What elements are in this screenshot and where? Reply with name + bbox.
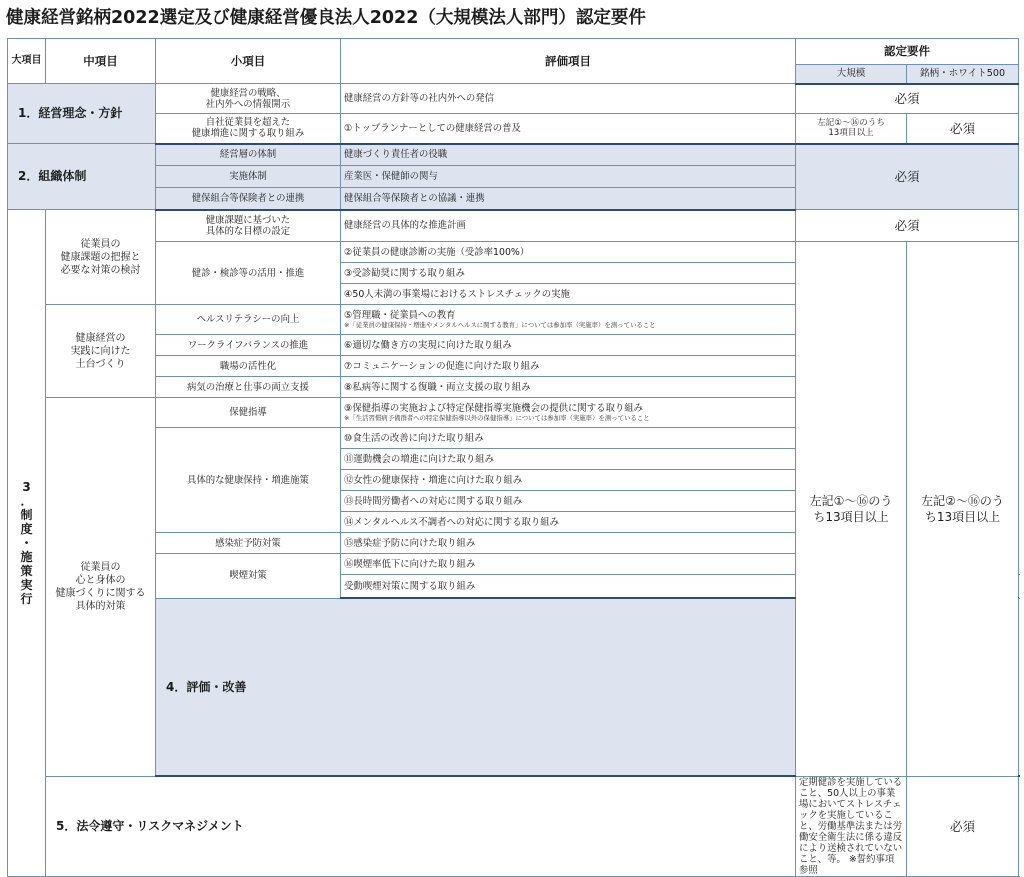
minor-item: 病気の治療と仕事の両立支援 [156,377,341,398]
evaluation-item [341,398,796,428]
requirement-cell: 必須 [796,144,1019,210]
label-char: 施 [20,549,33,564]
section-label: 4．評価・改善 [156,598,796,776]
evaluation-item [341,305,796,335]
table-row [8,84,1019,114]
evaluation-note: ※「従業員の健康保持・増進やメンタルヘルスに関する教育」については参加率（実施率）を測っていること [344,321,656,329]
requirement-cell: 左記①〜⑯のう ち13項目以上 [796,242,907,777]
evaluation-item: ⑪運動機会の増進に向けた取り組み [341,449,796,470]
minor-item: ヘルスリテラシーの向上 [156,305,341,335]
section-label: 5．法令遵守・リスクマネジメント [46,776,796,876]
label-char: 度 [20,521,33,536]
evaluation-item: ⑧私病等に関する復職・両立支援の取り組み [341,377,796,398]
minor-item: 健康経営の戦略、 社内外への情報開示 [156,84,341,114]
requirement-cell: 左記②〜⑯のう ち13項目以上 [907,242,1019,777]
requirement-cell: 必須 [907,776,1019,876]
evaluation-text: ⑤管理職・従業員への教育 [344,310,456,321]
requirement-cell: 必須 [907,114,1019,144]
evaluation-item: ⑬長時間労働者への対応に関する取り組み [341,491,796,512]
evaluation-item: 健康経営の具体的な推進計画 [341,210,796,242]
header-requirement: 認定要件 [796,39,1019,65]
minor-item: 保健指導 [156,398,341,428]
evaluation-item: ①トップランナーとしての健康経営の普及 [341,114,796,144]
minor-item: 経営層の体制 [156,144,341,166]
minor-item: 健保組合等保険者との連携 [156,188,341,210]
section-label-vertical [8,210,46,877]
minor-item: 実施体制 [156,166,341,188]
table-row [8,210,1019,242]
evaluation-item: 定期健診を実施していること、50人以上の事業場においてストレスチェックを実施していること、労働基準法または労働安全衛生法に係る違反により送検されていないこと、等。 ※誓約事項参照 [796,776,907,876]
evaluation-item: ④50人未満の事業場におけるストレスチェックの実施 [341,284,796,305]
header-middle: 中項目 [46,39,156,84]
minor-item: 感染症予防対策 [156,533,341,554]
header-row [8,39,1019,65]
header-evaluation: 評価項目 [341,39,796,84]
header-large: 大規模 [796,65,907,84]
table-row [8,776,1019,876]
evaluation-item: ⑩食生活の改善に向けた取り組み [341,428,796,449]
evaluation-item: 健保組合等保険者との協議・連携 [341,188,796,210]
table-row [8,144,1019,166]
label-char: 実 [20,577,33,592]
requirement-cell: 必須 [796,210,1019,242]
evaluation-item: ⑯喫煙率低下に向けた取り組み [341,554,796,575]
label-char: ・ [20,535,33,550]
middle-item: 健康経営の 実践に向けた 土台づくり [46,305,156,398]
page-title: 健康経営銘柄2022選定及び健康経営優良法人2022（大規模法人部門）認定要件 [6,8,646,28]
table-row [8,242,1019,263]
evaluation-item: ⑦コミュニケーションの促進に向けた取り組み [341,356,796,377]
evaluation-item: 健康づくり責任者の役職 [341,144,796,166]
minor-item: 自社従業員を超えた 健康増進に関する取り組み [156,114,341,144]
evaluation-item: 受動喫煙対策に関する取り組み [341,575,796,599]
evaluation-item: ⑮感染症予防に向けた取り組み [341,533,796,554]
middle-item: 従業員の 心と身体の 健康づくりに関する 具体的対策 [46,398,156,777]
evaluation-item: 健康経営の方針等の社内外への発信 [341,84,796,114]
header-brand: 銘柄・ホワイト500 [907,65,1019,84]
minor-item: ワークライフバランスの推進 [156,335,341,356]
requirement-cell: 必須 [796,84,1019,114]
header-minor: 小項目 [156,39,341,84]
label-char: 制 [20,507,33,522]
section-label: 2．組織体制 [8,144,156,210]
evaluation-note: ※「生活習慣病予備群者への特定保健指導以外の保健指導」については参加率（実施率）を測っていること [344,414,650,422]
requirements-table [7,38,1019,877]
label-char: 行 [20,591,33,606]
minor-item: 喫煙対策 [156,554,341,599]
label-char: 策 [20,563,33,578]
requirement-cell: 左記①〜⑯のうち 13項目以上 [796,114,907,144]
label-char: 3 [22,479,31,494]
evaluation-text: ⑨保健指導の実施および特定保健指導実施機会の提供に関する取り組み [344,403,644,414]
section-label: 1．経営理念・方針 [8,84,156,144]
evaluation-item: ⑫女性の健康保持・増進に向けた取り組み [341,470,796,491]
evaluation-item: ⑭メンタルヘルス不調者への対応に関する取り組み [341,512,796,533]
evaluation-item: 産業医・保健師の関与 [341,166,796,188]
minor-item: 職場の活性化 [156,356,341,377]
middle-item: 従業員の 健康課題の把握と 必要な対策の検討 [46,210,156,305]
label-char: ． [20,493,33,508]
header-major: 大項目 [8,39,46,84]
minor-item: 健診・検診等の活用・推進 [156,242,341,305]
table-row [8,114,1019,144]
evaluation-item: ②従業員の健康診断の実施（受診率100%） [341,242,796,263]
minor-item: 健康課題に基づいた 具体的な目標の設定 [156,210,341,242]
evaluation-item: ⑥適切な働き方の実現に向けた取り組み [341,335,796,356]
minor-item: 具体的な健康保持・増進施策 [156,428,341,533]
evaluation-item: ③受診勧奨に関する取り組み [341,263,796,284]
